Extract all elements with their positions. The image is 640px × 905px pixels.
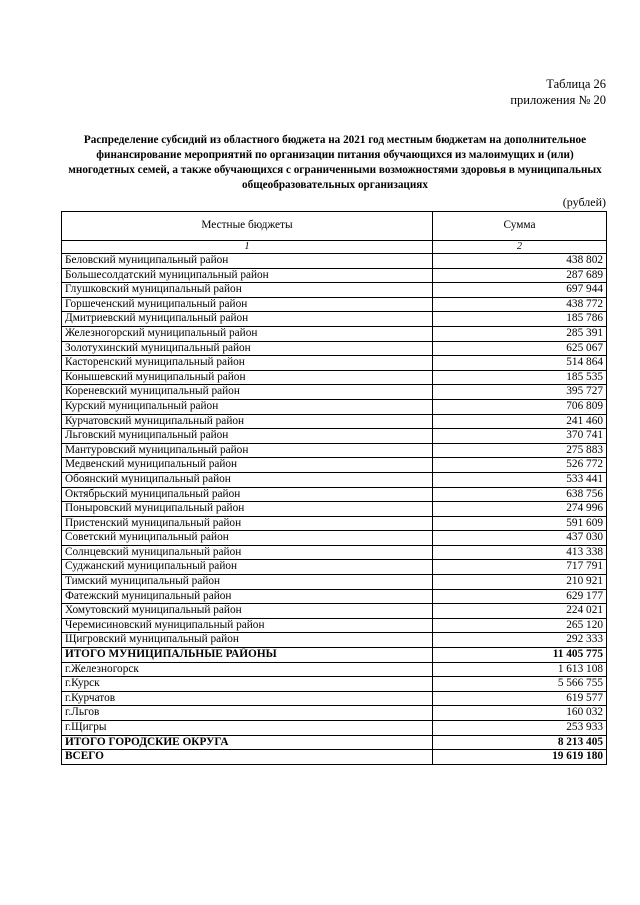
- amount-cell: 185 786: [433, 312, 607, 327]
- amount-cell: 619 577: [433, 691, 607, 706]
- budget-name-cell: г.Курчатов: [62, 691, 433, 706]
- table-row: [62, 472, 607, 487]
- table-row: [62, 545, 607, 560]
- table-total-row: [62, 750, 607, 765]
- budget-name-cell: Горшеченский муниципальный район: [62, 297, 433, 312]
- budget-name-cell: ИТОГО МУНИЦИПАЛЬНЫЕ РАЙОНЫ: [62, 648, 433, 663]
- amount-cell: 370 741: [433, 429, 607, 444]
- table-row: [62, 662, 607, 677]
- table-row: [62, 633, 607, 648]
- budget-name-cell: Поныровский муниципальный район: [62, 502, 433, 517]
- table-row: [62, 560, 607, 575]
- budget-name-cell: ВСЕГО: [62, 750, 433, 765]
- units-label: (рублей): [562, 195, 606, 209]
- budget-name-cell: Солнцевский муниципальный район: [62, 545, 433, 560]
- table-row: [62, 268, 607, 283]
- amount-cell: 275 883: [433, 443, 607, 458]
- amount-cell: 438 772: [433, 297, 607, 312]
- table-row: [62, 706, 607, 721]
- budget-name-cell: Советский муниципальный район: [62, 531, 433, 546]
- table-row: [62, 297, 607, 312]
- table-row: [62, 429, 607, 444]
- amount-cell: 629 177: [433, 589, 607, 604]
- table-row: [62, 399, 607, 414]
- budget-name-cell: Пристенский муниципальный район: [62, 516, 433, 531]
- amount-cell: 717 791: [433, 560, 607, 575]
- amount-cell: 526 772: [433, 458, 607, 473]
- budget-name-cell: Медвенский муниципальный район: [62, 458, 433, 473]
- budget-name-cell: Курский муниципальный район: [62, 399, 433, 414]
- column-number-row: [62, 241, 607, 254]
- table-row: [62, 487, 607, 502]
- amount-cell: 706 809: [433, 399, 607, 414]
- amount-cell: 274 996: [433, 502, 607, 517]
- budget-name-cell: г.Щигры: [62, 721, 433, 736]
- amount-cell: 1 613 108: [433, 662, 607, 677]
- table-row: [62, 326, 607, 341]
- appendix-label: приложения № 20: [510, 93, 606, 107]
- budget-name-cell: Курчатовский муниципальный район: [62, 414, 433, 429]
- amount-cell: 253 933: [433, 721, 607, 736]
- amount-cell: 395 727: [433, 385, 607, 400]
- budget-name-cell: Октябрьский муниципальный район: [62, 487, 433, 502]
- amount-cell: 625 067: [433, 341, 607, 356]
- amount-cell: 185 535: [433, 370, 607, 385]
- table-row: [62, 341, 607, 356]
- table-row: [62, 385, 607, 400]
- table-row: [62, 356, 607, 371]
- budget-name-cell: Железногорский муниципальный район: [62, 326, 433, 341]
- table-total-row: [62, 648, 607, 663]
- budget-name-cell: Беловский муниципальный район: [62, 254, 433, 269]
- budget-name-cell: ИТОГО ГОРОДСКИЕ ОКРУГА: [62, 735, 433, 750]
- table-header-row: [62, 212, 607, 241]
- column-header-amount: Сумма: [433, 212, 607, 241]
- document-header: [510, 76, 606, 108]
- table-row: [62, 502, 607, 517]
- amount-cell: 224 021: [433, 604, 607, 619]
- table-row: [62, 458, 607, 473]
- amount-cell: 287 689: [433, 268, 607, 283]
- table-row: [62, 677, 607, 692]
- amount-cell: 413 338: [433, 545, 607, 560]
- budget-name-cell: Глушковский муниципальный район: [62, 283, 433, 298]
- table-row: [62, 691, 607, 706]
- amount-cell: 19 619 180: [433, 750, 607, 765]
- amount-cell: 438 802: [433, 254, 607, 269]
- budget-name-cell: Суджанский муниципальный район: [62, 560, 433, 575]
- budget-name-cell: Кореневский муниципальный район: [62, 385, 433, 400]
- amount-cell: 210 921: [433, 575, 607, 590]
- amount-cell: 285 391: [433, 326, 607, 341]
- budget-name-cell: г.Железногорск: [62, 662, 433, 677]
- amount-cell: 697 944: [433, 283, 607, 298]
- column-number-2: 2: [433, 241, 607, 254]
- table-row: [62, 531, 607, 546]
- amount-cell: 8 213 405: [433, 735, 607, 750]
- column-number-1: 1: [62, 241, 433, 254]
- column-header-budgets: Местные бюджеты: [62, 212, 433, 241]
- budget-name-cell: Золотухинский муниципальный район: [62, 341, 433, 356]
- budget-name-cell: г.Льгов: [62, 706, 433, 721]
- amount-cell: 514 864: [433, 356, 607, 371]
- table-total-row: [62, 735, 607, 750]
- budget-name-cell: Щигровский муниципальный район: [62, 633, 433, 648]
- amount-cell: 241 460: [433, 414, 607, 429]
- table-row: [62, 721, 607, 736]
- budget-name-cell: Конышевский муниципальный район: [62, 370, 433, 385]
- amount-cell: 437 030: [433, 531, 607, 546]
- table-row: [62, 443, 607, 458]
- table-row: [62, 254, 607, 269]
- amount-cell: 591 609: [433, 516, 607, 531]
- table-row: [62, 414, 607, 429]
- table-row: [62, 516, 607, 531]
- budget-name-cell: г.Курск: [62, 677, 433, 692]
- budget-name-cell: Мантуровский муниципальный район: [62, 443, 433, 458]
- budget-name-cell: Хомутовский муниципальный район: [62, 604, 433, 619]
- table-number-label: Таблица 26: [546, 77, 606, 91]
- budget-name-cell: Обоянский муниципальный район: [62, 472, 433, 487]
- amount-cell: 5 566 755: [433, 677, 607, 692]
- budget-name-cell: Касторенский муниципальный район: [62, 356, 433, 371]
- amount-cell: 533 441: [433, 472, 607, 487]
- budget-table: [61, 211, 607, 765]
- table-row: [62, 589, 607, 604]
- amount-cell: 638 756: [433, 487, 607, 502]
- document-title: Распределение субсидий из областного бюджета на 2021 год местным бюджетам на дополнительное финансирование мероприятий по организации питания обучающихся из малоимущих и (или) многодетных семей, а также обучающихся с ограниченными возможностями здоровья в муниципальных общеобразовательных организациях: [68, 134, 602, 191]
- table-row: [62, 312, 607, 327]
- budget-name-cell: Льговский муниципальный район: [62, 429, 433, 444]
- amount-cell: 265 120: [433, 618, 607, 633]
- table-row: [62, 618, 607, 633]
- table-row: [62, 604, 607, 619]
- amount-cell: 292 333: [433, 633, 607, 648]
- budget-name-cell: Тимский муниципальный район: [62, 575, 433, 590]
- budget-name-cell: Фатежский муниципальный район: [62, 589, 433, 604]
- table-row: [62, 283, 607, 298]
- amount-cell: 160 032: [433, 706, 607, 721]
- budget-name-cell: Дмитриевский муниципальный район: [62, 312, 433, 327]
- budget-name-cell: Черемисиновский муниципальный район: [62, 618, 433, 633]
- table-row: [62, 370, 607, 385]
- amount-cell: 11 405 775: [433, 648, 607, 663]
- budget-name-cell: Большесолдатский муниципальный район: [62, 268, 433, 283]
- table-row: [62, 575, 607, 590]
